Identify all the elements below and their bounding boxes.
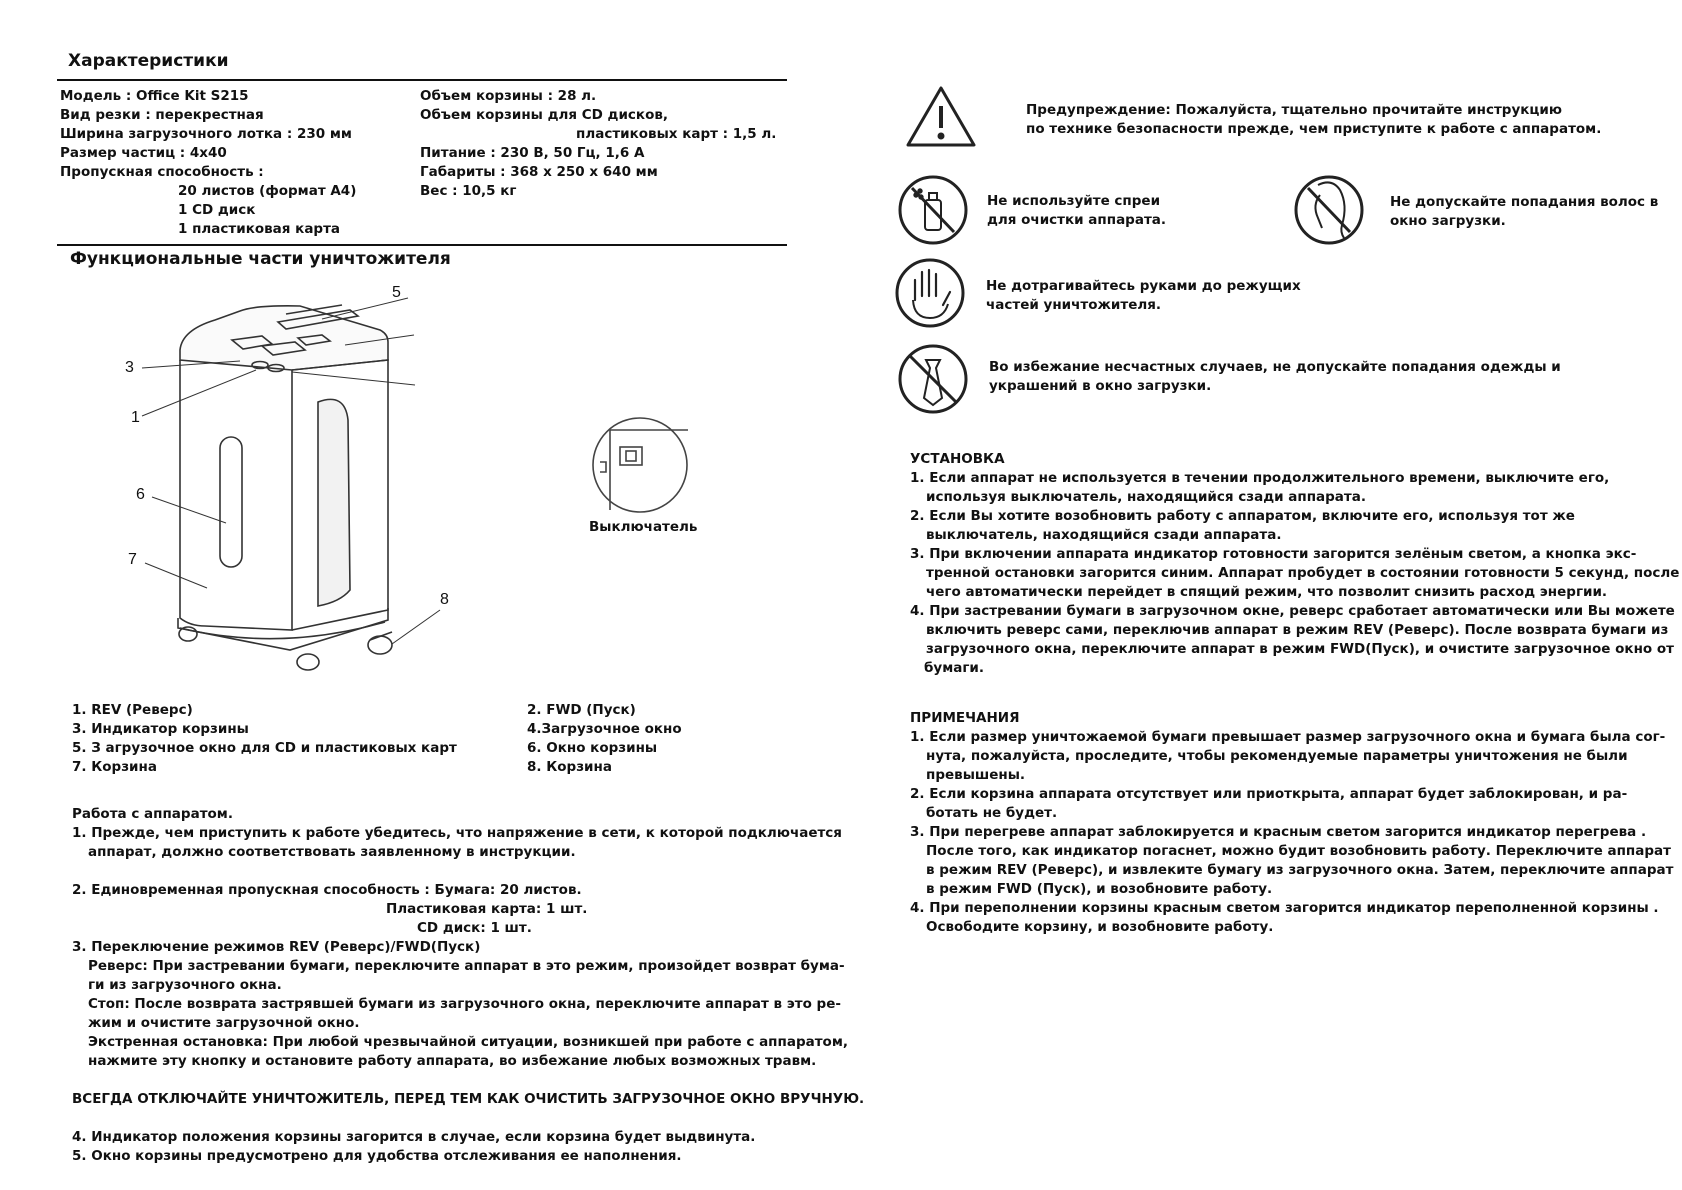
notes-line: После того, как индикатор погаснет, можно будит возобновить работу. Переключите аппарат bbox=[926, 843, 1671, 859]
install-line: загрузочного окна, переключите аппарат в режим FWD(Пуск), и очистите загрузочное окно от bbox=[926, 641, 1674, 657]
notes-line: в режим FWD (Пуск), и возобновите работу. bbox=[926, 881, 1273, 897]
notes-line: 3. При перегреве аппарат заблокируется и красным светом загорится индикатор перегрева . bbox=[910, 824, 1647, 840]
spec-dimensions: Габариты : 368 х 250 х 640 мм bbox=[420, 164, 658, 180]
install-line: 4. При застревании бумаги в загрузочном окне, реверс сработает автоматически или Вы можете bbox=[910, 603, 1675, 619]
install-title: УСТАНОВКА bbox=[910, 451, 1005, 467]
safety-warning-line: Предупреждение: Пожалуйста, тщательно прочитайте инструкцию bbox=[1026, 102, 1562, 118]
safety-hair-line: Не допускайте попадания волос в bbox=[1390, 194, 1659, 210]
callout-1: 1 bbox=[131, 409, 140, 426]
parts-title: Функциональные части уничтожителя bbox=[70, 249, 451, 269]
operation-item3-line: Стоп: После возврата застрявшей бумаги из загрузочного окна, переключите аппарат в это ре- bbox=[88, 996, 841, 1012]
safety-spray bbox=[987, 192, 1166, 230]
safety-clothes bbox=[989, 358, 1561, 396]
specs-title: Характеристики bbox=[68, 51, 229, 71]
operation-warning-caps: ВСЕГДА ОТКЛЮЧАЙТЕ УНИЧТОЖИТЕЛЬ, ПЕРЕД ТЕМ КАК ОЧИСТИТЬ ЗАГРУЗОЧНОЕ ОКНО ВРУЧНУЮ. bbox=[72, 1091, 865, 1107]
operation-item1: 1. Прежде, чем приступить к работе убедитесь, что напряжение в сети, к которой подключается bbox=[72, 825, 842, 841]
legend-item: 8. Корзина bbox=[527, 759, 612, 775]
safety-spray-line: Не используйте спреи bbox=[987, 193, 1161, 209]
safety-spray-line: для очистки аппарата. bbox=[987, 212, 1167, 228]
operation-item3-line: Реверс: При застревании бумаги, переключите аппарат в это режим, произойдет возврат бума- bbox=[88, 958, 845, 974]
spec-weight: Вес : 10,5 кг bbox=[420, 183, 517, 199]
spec-cd-bin-volume: Объем корзины для CD дисков, bbox=[420, 107, 669, 123]
notes-line: нута, пожалуйста, проследите, чтобы рекомендуемые параметры уничтожения не были bbox=[926, 748, 1628, 764]
notes-line: в режим REV (Реверс), и извлеките бумагу из загрузочного окна. Затем, переключите аппарат bbox=[926, 862, 1674, 878]
operation-title: Работа с аппаратом. bbox=[72, 806, 233, 822]
install-line: тренной остановки загорится синим. Аппарат пробудет в состоянии готовности 5 секунд, после bbox=[926, 565, 1680, 581]
install-line: включить реверс сами, переключив аппарат в режим REV (Реверс). После возврата бумаги из bbox=[926, 622, 1669, 638]
legend-item: 5. З агрузочное окно для CD и пластиковых карт bbox=[72, 740, 457, 756]
operation-item2-cd: CD диск: 1 шт. bbox=[417, 920, 532, 936]
install-line: 3. При включении аппарата индикатор готовности загорится зелёным светом, а кнопка экс- bbox=[910, 546, 1637, 562]
operation-item4: 4. Индикатор положения корзины загорится в случае, если корзина будет выдвинута. bbox=[72, 1129, 756, 1145]
operation-item3-line: жим и очистите загрузочной окно. bbox=[88, 1015, 360, 1031]
notes-line: 2. Если корзина аппарата отсутствует или приоткрыта, аппарат будет заблокирован, и ра- bbox=[910, 786, 1628, 802]
callout-7: 7 bbox=[128, 551, 137, 568]
spec-power: Питание : 230 В, 50 Гц, 1,6 А bbox=[420, 145, 645, 161]
spec-particle-size: Размер частиц : 4х40 bbox=[60, 145, 227, 161]
legend-item: 3. Индикатор корзины bbox=[72, 721, 249, 737]
callout-6: 6 bbox=[136, 486, 145, 503]
operation-item1-cont: аппарат, должно соответствовать заявленному в инструкции. bbox=[88, 844, 576, 860]
no-spray-icon bbox=[900, 177, 966, 243]
warning-triangle-icon bbox=[908, 88, 974, 145]
safety-hands bbox=[986, 277, 1301, 315]
install-line: чего автоматически перейдет в спящий режим, что позволит снизить расход энергии. bbox=[926, 584, 1608, 600]
callout-3: 3 bbox=[125, 359, 134, 376]
spec-capacity-paper: 20 листов (формат А4) bbox=[178, 183, 357, 199]
legend-item: 7. Корзина bbox=[72, 759, 157, 775]
install-line: бумаги. bbox=[924, 660, 985, 676]
operation-item2-card: Пластиковая карта: 1 шт. bbox=[386, 901, 588, 917]
safety-hands-line: Не дотрагивайтесь руками до режущих bbox=[986, 278, 1301, 294]
safety-warning bbox=[1026, 101, 1601, 139]
operation-item3: 3. Переключение режимов REV (Реверс)/FWD(Пуск) bbox=[72, 939, 481, 955]
install-line: 2. Если Вы хотите возобновить работу с аппаратом, включите его, используя тот же bbox=[910, 508, 1575, 524]
operation-item3-line: нажмите эту кнопку и остановите работу аппарата, во избежание любых возможных травм. bbox=[88, 1053, 817, 1069]
callout-8: 8 bbox=[440, 591, 449, 608]
safety-warning-line: по технике безопасности прежде, чем приступите к работе с аппаратом. bbox=[1026, 121, 1602, 137]
spec-model: Модель : Office Kit S215 bbox=[60, 88, 249, 104]
legend-item: 6. Окно корзины bbox=[527, 740, 658, 756]
operation-item3-line: Экстренная остановка: При любой чрезвычайной ситуации, возникшей при работе с аппаратом, bbox=[88, 1034, 848, 1050]
callout-5: 5 bbox=[392, 284, 401, 301]
operation-item2: 2. Единовременная пропускная способность : Бумага: 20 листов. bbox=[72, 882, 582, 898]
notes-line: Освободите корзину, и возобновите работу. bbox=[926, 919, 1274, 935]
notes-line: ботать не будет. bbox=[926, 805, 1058, 821]
notes-line: превышены. bbox=[926, 767, 1026, 783]
spec-capacity-label: Пропускная способность : bbox=[60, 164, 264, 180]
install-line: используя выключатель, находящийся сзади аппарата. bbox=[926, 489, 1366, 505]
notes-line: 1. Если размер уничтожаемой бумаги превышает размер загрузочного окна и бумага была сог- bbox=[910, 729, 1666, 745]
notes-line: 4. При переполнении корзины красным светом загорится индикатор переполненной корзины . bbox=[910, 900, 1659, 916]
notes-section bbox=[910, 709, 1673, 937]
spec-cd-bin-volume-cont: пластиковых карт : 1,5 л. bbox=[576, 126, 777, 142]
spec-bin-volume: Объем корзины : 28 л. bbox=[420, 88, 597, 104]
no-tie-icon bbox=[900, 346, 966, 412]
spec-feed-width: Ширина загрузочного лотка : 230 мм bbox=[60, 126, 352, 142]
safety-hands-line: частей уничтожителя. bbox=[986, 297, 1162, 313]
safety-clothes-line: украшений в окно загрузки. bbox=[989, 378, 1212, 394]
switch-label: Выключатель bbox=[589, 519, 698, 535]
spec-capacity-card: 1 пластиковая карта bbox=[178, 221, 341, 237]
no-hair-icon bbox=[1296, 177, 1362, 243]
legend-item: 4.Загрузочное окно bbox=[527, 721, 682, 737]
install-section bbox=[910, 450, 1679, 678]
spec-cut-type: Вид резки : перекрестная bbox=[60, 107, 264, 123]
install-line: 1. Если аппарат не используется в течении продолжительного времени, выключите его, bbox=[910, 470, 1610, 486]
operation-item3-line: ги из загрузочного окна. bbox=[88, 977, 282, 993]
notes-title: ПРИМЕЧАНИЯ bbox=[910, 710, 1020, 726]
legend-item: 2. FWD (Пуск) bbox=[527, 702, 636, 718]
spec-capacity-cd: 1 CD диск bbox=[178, 202, 256, 218]
safety-hair bbox=[1390, 193, 1658, 231]
install-line: выключатель, находящийся сзади аппарата. bbox=[926, 527, 1282, 543]
no-hands-icon bbox=[897, 260, 963, 326]
legend-item: 1. REV (Реверс) bbox=[72, 702, 193, 718]
safety-clothes-line: Во избежание несчастных случаев, не допускайте попадания одежды и bbox=[989, 359, 1561, 375]
safety-hair-line: окно загрузки. bbox=[1390, 213, 1506, 229]
operation-item5: 5. Окно корзины предусмотрено для удобства отслеживания ее наполнения. bbox=[72, 1148, 682, 1164]
